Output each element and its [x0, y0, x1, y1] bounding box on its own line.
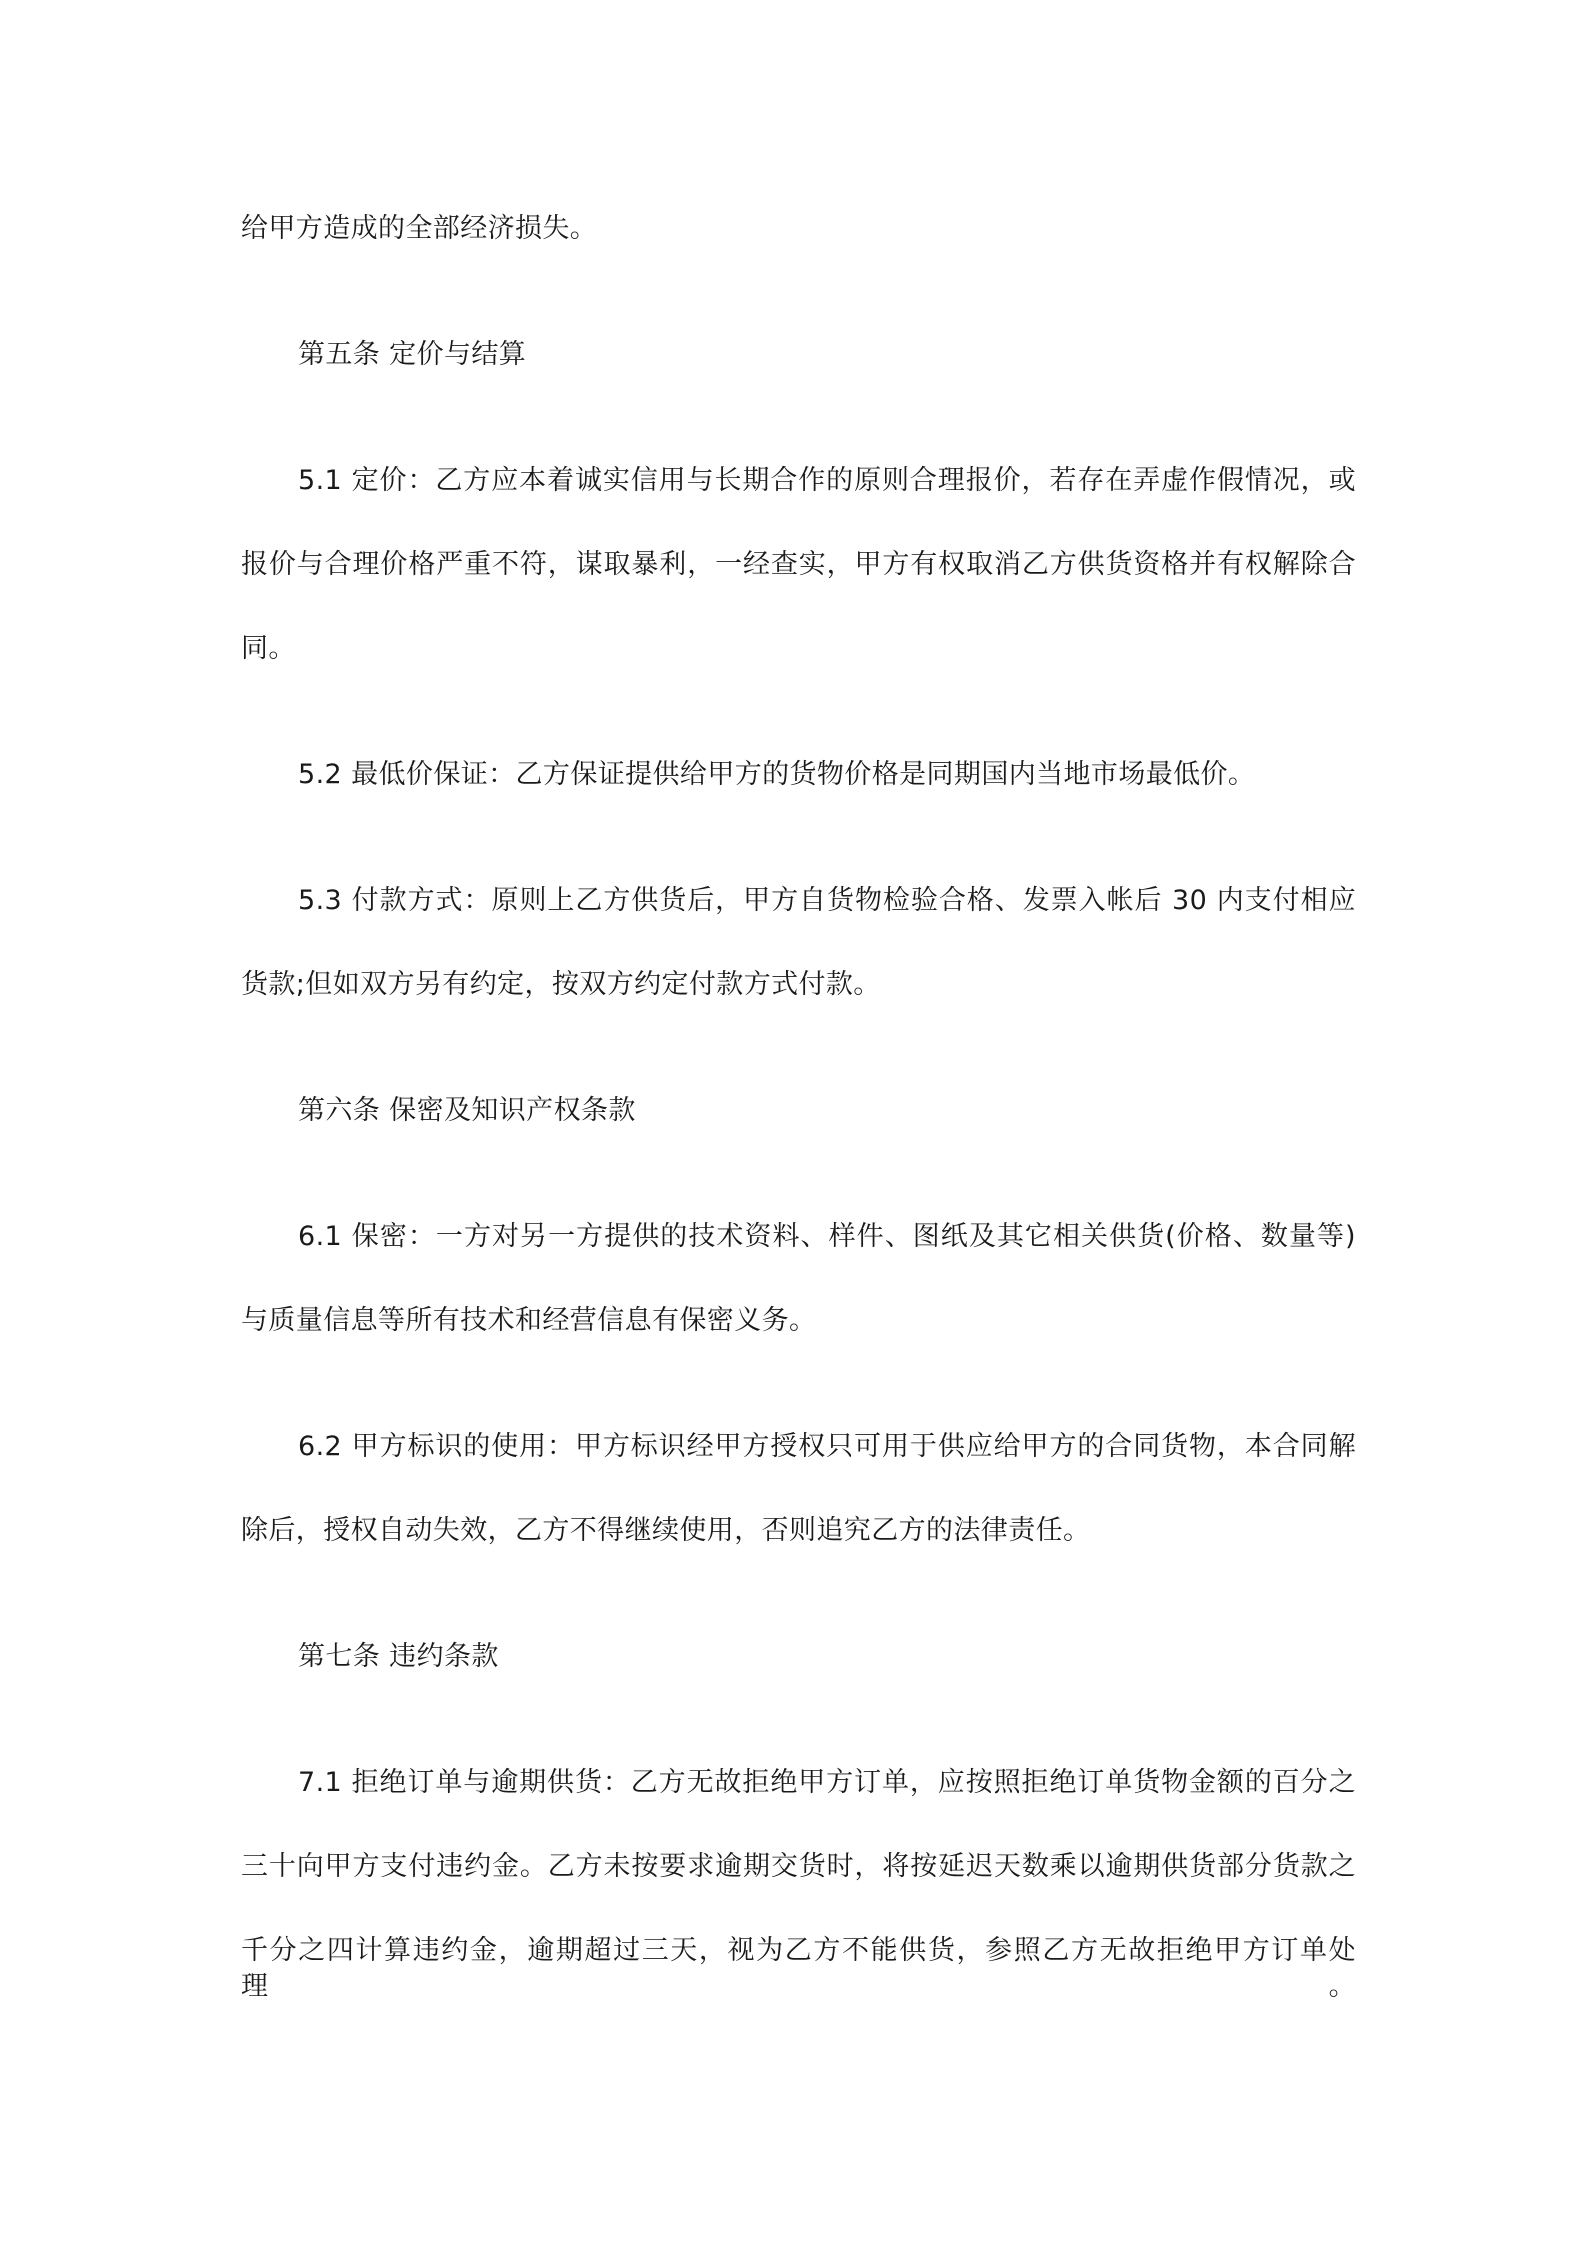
- clause-6-1-line-2: 与质量信息等所有技术和经营信息有保密义务。: [241, 1305, 817, 1336]
- clause-5-1-line-1: 5.1 定价：乙方应本着诚实信用与长期合作的原则合理报价，若存在弄虚作假情况，或: [298, 465, 1356, 496]
- clause-6-1-line-1: 6.1 保密：一方对另一方提供的技术资料、样件、图纸及其它相关供货(价格、数量等): [298, 1221, 1356, 1252]
- clause-5-1-line-2: 报价与合理价格严重不符，谋取暴利，一经查实，甲方有权取消乙方供货资格并有权解除合: [241, 549, 1356, 580]
- clause-6-2-line-2: 除后，授权自动失效，乙方不得继续使用，否则追究乙方的法律责任。: [241, 1515, 1091, 1546]
- clause-5-3-line-2: 货款;但如双方另有约定，按双方约定付款方式付款。: [241, 969, 881, 1000]
- clause-6-2-line-1: 6.2 甲方标识的使用：甲方标识经甲方授权只可用于供应给甲方的合同货物，本合同解: [298, 1431, 1356, 1462]
- clause-7-1-line-3: 千分之四计算违约金，逾期超过三天，视为乙方不能供货，参照乙方无故拒绝甲方订单处理。: [241, 1935, 1356, 2002]
- article-7-heading: 第七条 违约条款: [298, 1641, 499, 1672]
- article-5-heading: 第五条 定价与结算: [298, 339, 527, 370]
- clause-5-1-line-3: 同。: [241, 633, 296, 664]
- clause-5-2: 5.2 最低价保证：乙方保证提供给甲方的货物价格是同期国内当地市场最低价。: [298, 759, 1256, 790]
- article-6-heading: 第六条 保密及知识产权条款: [298, 1095, 636, 1126]
- clause-7-1-line-1: 7.1 拒绝订单与逾期供货：乙方无故拒绝甲方订单，应按照拒绝订单货物金额的百分之: [298, 1767, 1356, 1798]
- clause-7-1-line-2: 三十向甲方支付违约金。乙方未按要求逾期交货时，将按延迟天数乘以逾期供货部分货款之: [241, 1851, 1356, 1882]
- clause-5-3-line-1: 5.3 付款方式：原则上乙方供货后，甲方自货物检验合格、发票入帐后 30 内支付相应: [298, 885, 1356, 916]
- text-line-continuation: 给甲方造成的全部经济损失。: [241, 213, 598, 244]
